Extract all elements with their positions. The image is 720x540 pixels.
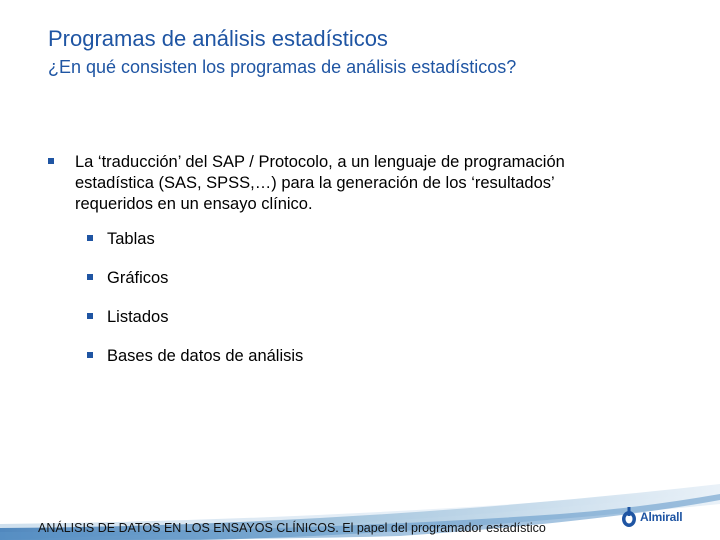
main-bullet-text: La ‘traducción’ del SAP / Protocolo, a un lenguaje de programación estadística (SAS, SPSS,…) para la generación de los ‘resultados’ requeridos en un ensayo clínico.	[75, 153, 565, 213]
almirall-logo-text: Almirall	[640, 510, 683, 524]
slide-subtitle: ¿En qué consisten los programas de análisis estadísticos?	[48, 57, 517, 77]
almirall-logo-icon	[620, 506, 638, 528]
bullet-square-icon	[48, 158, 54, 164]
bullet-square-icon	[87, 235, 93, 241]
slide-title: Programas de análisis estadísticos	[48, 26, 388, 51]
sub-bullet-text: Bases de datos de análisis	[107, 347, 304, 365]
bullet-square-icon	[87, 274, 93, 280]
bullet-square-icon	[87, 352, 93, 358]
sub-bullet-text: Gráficos	[107, 269, 169, 287]
sub-bullet-text: Tablas	[107, 230, 155, 248]
footer-caption: ANÁLISIS DE DATOS EN LOS ENSAYOS CLÍNICOS. El papel del programador estadístico	[38, 521, 546, 535]
almirall-logo	[620, 505, 682, 529]
sub-bullet-text: Listados	[107, 308, 169, 326]
bullet-square-icon	[87, 313, 93, 319]
